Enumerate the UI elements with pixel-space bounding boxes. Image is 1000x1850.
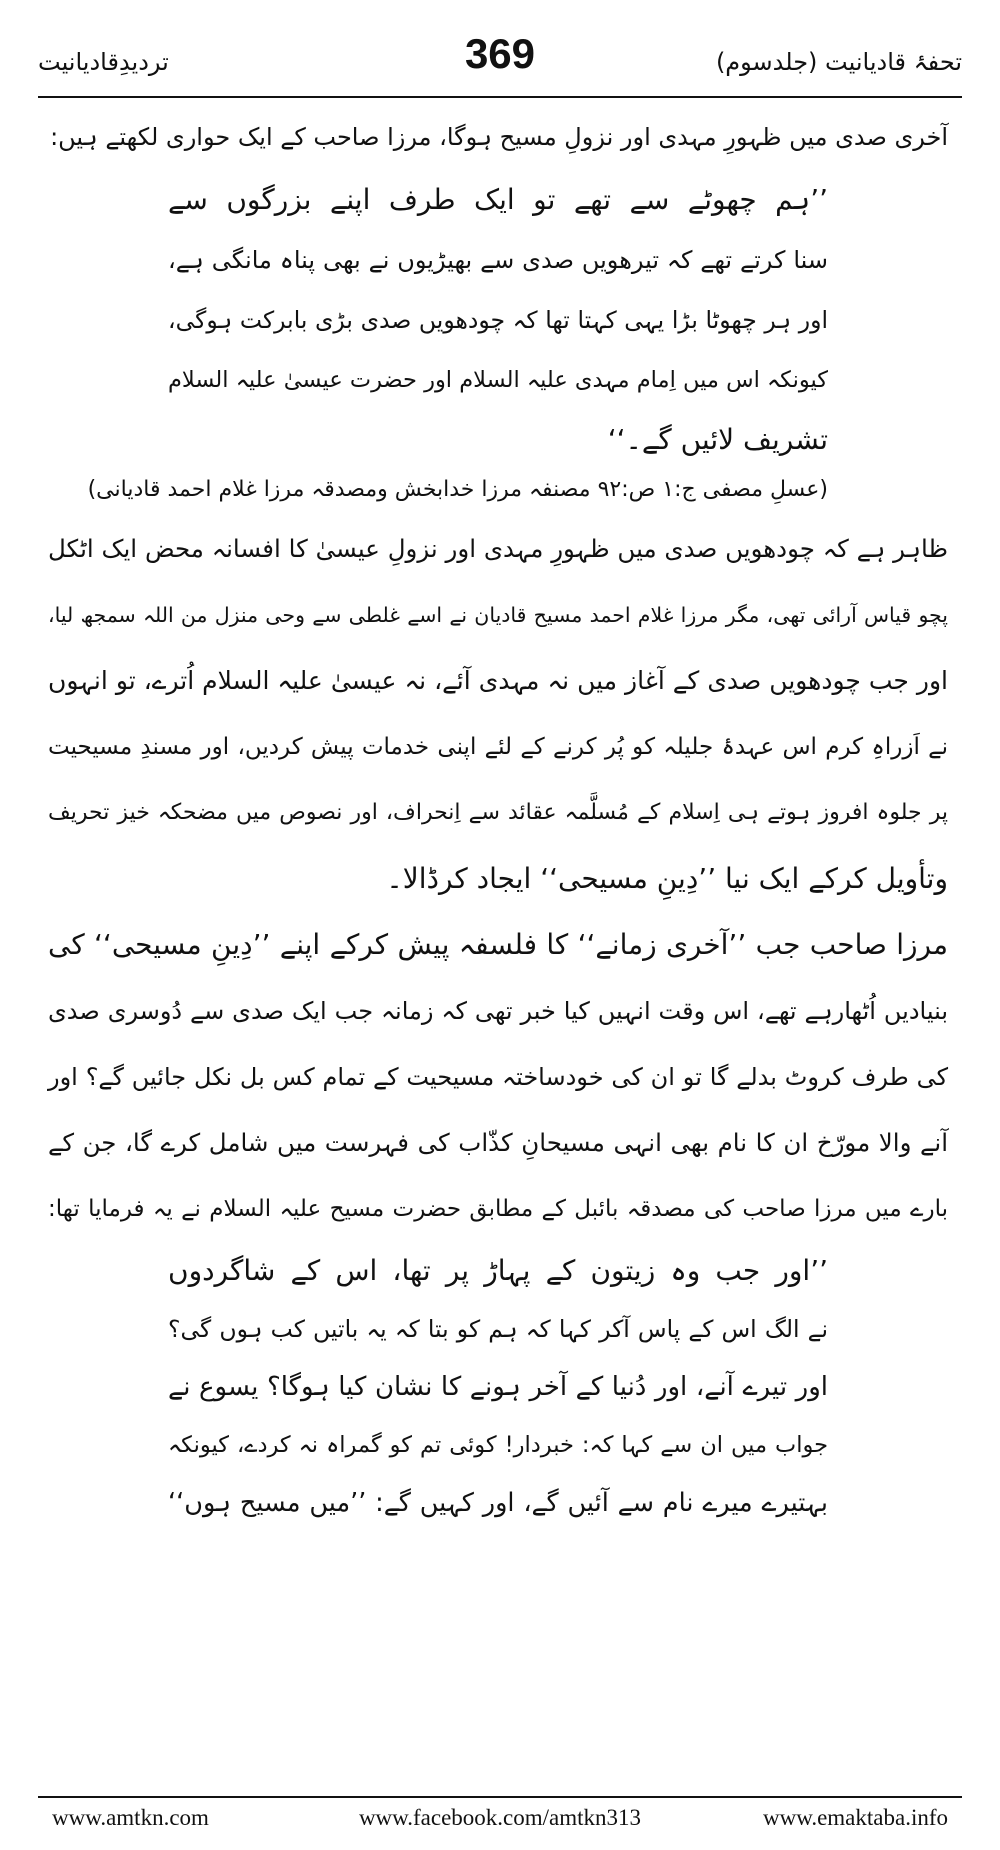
paragraph-1 <box>48 104 948 170</box>
website-link-emaktaba[interactable]: www.emaktaba.info <box>763 1805 948 1830</box>
paragraph-2 <box>48 516 948 912</box>
text-line: آخری صدی میں ظہورِ مہدی اور نزولِ مسیح ہوگا، مرزا صاحب کے ایک حواری لکھتے ہیں: <box>50 123 948 151</box>
text-line: آنے والا مورّخ ان کا نام بھی انہی مسیحانِ کذّاب کی فہرست میں شامل کرے گا، جن کے <box>48 1128 948 1157</box>
text-line: ظاہر ہے کہ چودھویں صدی میں ظہورِ مہدی اور نزولِ عیسیٰ کا افسانہ محض ایک اٹکل <box>48 534 948 563</box>
page-footer <box>52 1805 948 1839</box>
text-line: پر جلوہ افروز ہوتے ہی اِسلام کے مُسلَّمہ عقائد سے اِنحراف، اور نصوص میں مضحکہ خیز تحریف <box>48 800 948 825</box>
quote-line: کیونکہ اس میں اِمام مہدی علیہ السلام اور حضرت عیسیٰ علیہ السلام <box>168 367 828 393</box>
quote-block-1 <box>48 170 948 470</box>
quote-line: ’’ہم چھوٹے سے تھے تو ایک طرف اپنے بزرگوں سے <box>168 183 828 216</box>
text-line: نے اَزراہِ کرم اس عہدۂ جلیلہ کو پُر کرنے کے لئے اپنی خدمات پیش کردیں، اور مسندِ مسیحیت <box>48 734 948 760</box>
facebook-link[interactable]: www.facebook.com/amtkn313 <box>358 1805 642 1830</box>
text-line: بارے میں مرزا صاحب کی مصدقہ بائبل کے مطابق حضرت مسیح علیہ السلام نے یہ فرمایا تھا: <box>48 1196 948 1222</box>
quote-line: ’’اور جب وہ زیتون کے پہاڑ پر تھا، اس کے شاگردوں <box>168 1254 828 1287</box>
quote-line: نے الگ اس کے پاس آکر کہا کہ ہم کو بتا کہ یہ باتیں کب ہوں گی؟ <box>168 1315 828 1343</box>
text-line: کی طرف کروٹ بدلے گا تو ان کی خودساختہ مسیحیت کے تمام کس بل نکل جائیں گے؟ اور <box>48 1063 948 1091</box>
paragraph-3 <box>48 912 948 1242</box>
chapter-title: تردیدِقادیانیت <box>38 48 169 76</box>
page-body <box>48 104 948 1532</box>
quote-line: تشریف لائیں گے۔‘‘ <box>607 423 828 456</box>
quote-block-2 <box>48 1242 948 1532</box>
header-rule <box>38 96 962 98</box>
quote-line: جواب میں ان سے کہا کہ: خبردار! کوئی تم کو گمراہ نہ کردے، کیونکہ <box>168 1432 828 1458</box>
quote-line: اور ہر چھوٹا بڑا یہی کہتا تھا کہ چودھویں صدی بڑی بابرکت ہوگی، <box>168 306 828 334</box>
text-line: مرزا صاحب جب ’’آخری زمانے‘‘ کا فلسفہ پیش کرکے اپنے ’’دِینِ مسیحی‘‘ کی <box>48 928 948 961</box>
text-line: بنیادیں اُٹھارہے تھے، اس وقت انہیں کیا خبر تھی کہ زمانہ جب ایک صدی سے دُوسری صدی <box>48 997 948 1025</box>
quote-line: بہتیرے میرے نام سے آئیں گے، اور کہیں گے: ’’میں مسیح ہوں‘‘ <box>168 1488 828 1518</box>
book-title: تحفۂ قادیانیت (جلدسوم) <box>715 48 962 76</box>
footer-rule <box>38 1796 962 1798</box>
quote-line: اور تیرے آنے، اور دُنیا کے آخر ہونے کا نشان کیا ہوگا؟ یسوع نے <box>168 1372 828 1402</box>
citation: (عسلِ مصفی ج:۱ ص:۹۲ مصنفہ مرزا خدابخش ومصدقہ مرزا غلام احمد قادیانی) <box>87 477 828 502</box>
website-link-amtkn[interactable]: www.amtkn.com <box>52 1805 209 1830</box>
page-number: 369 <box>464 30 536 77</box>
page-header <box>38 30 962 92</box>
quote-line: سنا کرتے تھے کہ تیرھویں صدی سے بھیڑیوں نے بھی پناہ مانگی ہے، <box>168 246 828 274</box>
text-line: پچو قیاس آرائی تھی، مگر مرزا غلام احمد مسیح قادیان نے اسے غلطی سے وحی منزل من اللہ سمجھ لیا، <box>48 603 948 627</box>
text-line: وتأویل کرکے ایک نیا ’’دِینِ مسیحی‘‘ ایجاد کرڈالا۔ <box>386 862 948 895</box>
text-line: اور جب چودھویں صدی کے آغاز میں نہ مہدی آئے، نہ عیسیٰ علیہ السلام اُترے، تو انہوں <box>48 666 948 695</box>
